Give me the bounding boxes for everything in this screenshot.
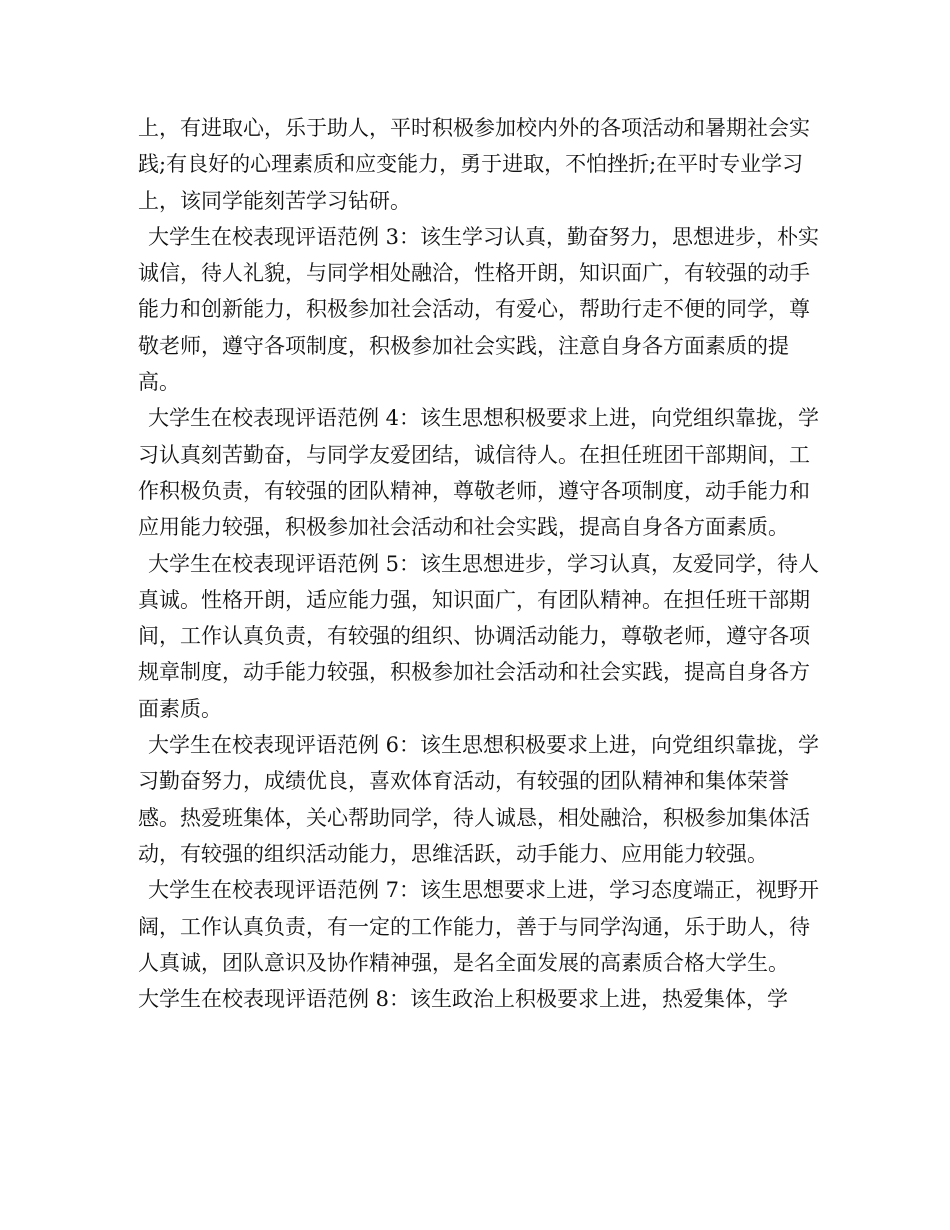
paragraph-example-6: 大学生在校表现评语范例 6：该生思想积极要求上进，向党组织靠拢，学习勤奋努力，成绩优良，喜欢体育活动，有较强的团队精神和集体荣誉感。热爱班集体，关心帮助同学，待人诚恳，相处融洽，积极参加集体活动，有较强的组织活动能力，思维活跃，动手能力、应用能力较强。 bbox=[138, 733, 820, 866]
paragraph-continuation: 上，有进取心，乐于助人，平时积极参加校内外的各项活动和暑期社会实践;有良好的心理素质和应变能力，勇于进取，不怕挫折;在平时专业学习上，该同学能刻苦学习钻研。 bbox=[138, 116, 810, 213]
document-body bbox=[138, 110, 828, 1017]
paragraph-example-5: 大学生在校表现评语范例 5：该生思想进步，学习认真，友爱同学，待人真诚。性格开朗，适应能力强，知识面广，有团队精神。在担任班干部期间，工作认真负责，有较强的组织、协调活动能力，尊敬老师，遵守各项规章制度，动手能力较强，积极参加社会活动和社会实践，提高自身各方面素质。 bbox=[138, 551, 820, 721]
paragraph-example-8: 大学生在校表现评语范例 8：该生政治上积极要求上进，热爱集体，学 bbox=[138, 987, 789, 1012]
paragraph-example-4: 大学生在校表现评语范例 4：该生思想积极要求上进，向党组织靠拢，学习认真刻苦勤奋，与同学友爱团结，诚信待人。在担任班团干部期间，工作积极负责，有较强的团队精神，尊敬老师，遵守各项制度，动手能力和应用能力较强，积极参加社会活动和社会实践，提高自身各方面素质。 bbox=[138, 406, 820, 540]
paragraph-example-7: 大学生在校表现评语范例 7：该生思想要求上进，学习态度端正，视野开阔，工作认真负责，有一定的工作能力，善于与同学沟通，乐于助人，待人真诚，团队意识及协作精神强，是名全面发展的高素质合格大学生。 bbox=[138, 878, 820, 975]
paragraph-example-3: 大学生在校表现评语范例 3：该生学习认真，勤奋努力，思想进步，朴实诚信，待人礼貌，与同学相处融洽，性格开朗，知识面广，有较强的动手能力和创新能力，积极参加社会活动，有爱心，帮助行走不便的同学，尊敬老师，遵守各项制度，积极参加社会实践，注意自身各方面素质的提高。 bbox=[138, 224, 820, 395]
